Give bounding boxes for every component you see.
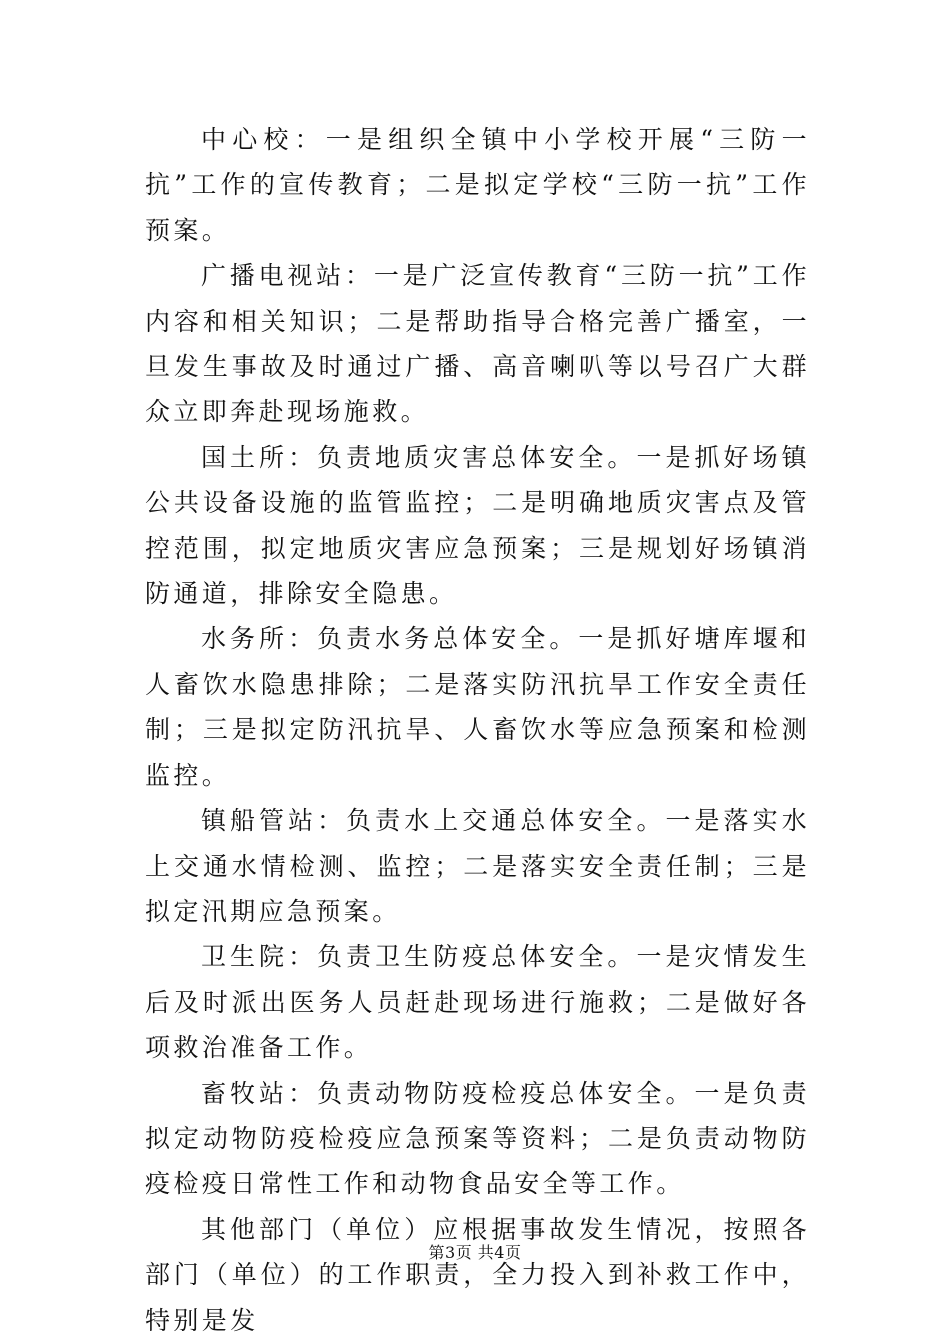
paragraph-ship-station: 镇船管站：负责水上交通总体安全。一是落实水上交通水情检测、监控；二是落实安全责任制；三是拟定汛期应急预案。 bbox=[145, 806, 810, 926]
paragraph-land-office: 国土所：负责地质灾害总体安全。一是抓好场镇公共设备设施的监管监控；二是明确地质灾害点及管控范围，拟定地质灾害应急预案；三是规划好场镇消防通道，排除安全隐患。 bbox=[145, 442, 810, 609]
document-body bbox=[145, 117, 810, 1343]
paragraph-central-school: 中心校：一是组织全镇中小学校开展“三防一抗”工作的宣传教育；二是拟定学校“三防一抗”工作预案。 bbox=[145, 125, 810, 245]
paragraph-broadcast-station: 广播电视站：一是广泛宣传教育“三防一抗”工作内容和相关知识；二是帮助指导合格完善广播室，一旦发生事故及时通过广播、高音喇叭等以号召广大群众立即奔赴现场施救。 bbox=[145, 261, 810, 427]
page-footer: 第3页 共4页 bbox=[428, 1243, 522, 1262]
paragraph-water-office: 水务所：负责水务总体安全。一是抓好塘库堰和人畜饮水隐患排除；二是落实防汛抗旱工作安全责任制；三是拟定防汛抗旱、人畜饮水等应急预案和检测监控。 bbox=[145, 624, 810, 790]
paragraph-health-center: 卫生院：负责卫生防疫总体安全。一是灾情发生后及时派出医务人员赶赴现场进行施救；二是做好各项救治准备工作。 bbox=[145, 942, 810, 1063]
paragraph-livestock-station: 畜牧站：负责动物防疫检疫总体安全。一是负责拟定动物防疫检疫应急预案等资料；二是负责动物防疫检疫日常性工作和动物食品安全等工作。 bbox=[145, 1078, 810, 1199]
paragraph-other-departments: 其他部门（单位）应根据事故发生情况，按照各部门（单位）的工作职责，全力投入到补救工作中，特别是发 bbox=[145, 1214, 810, 1335]
